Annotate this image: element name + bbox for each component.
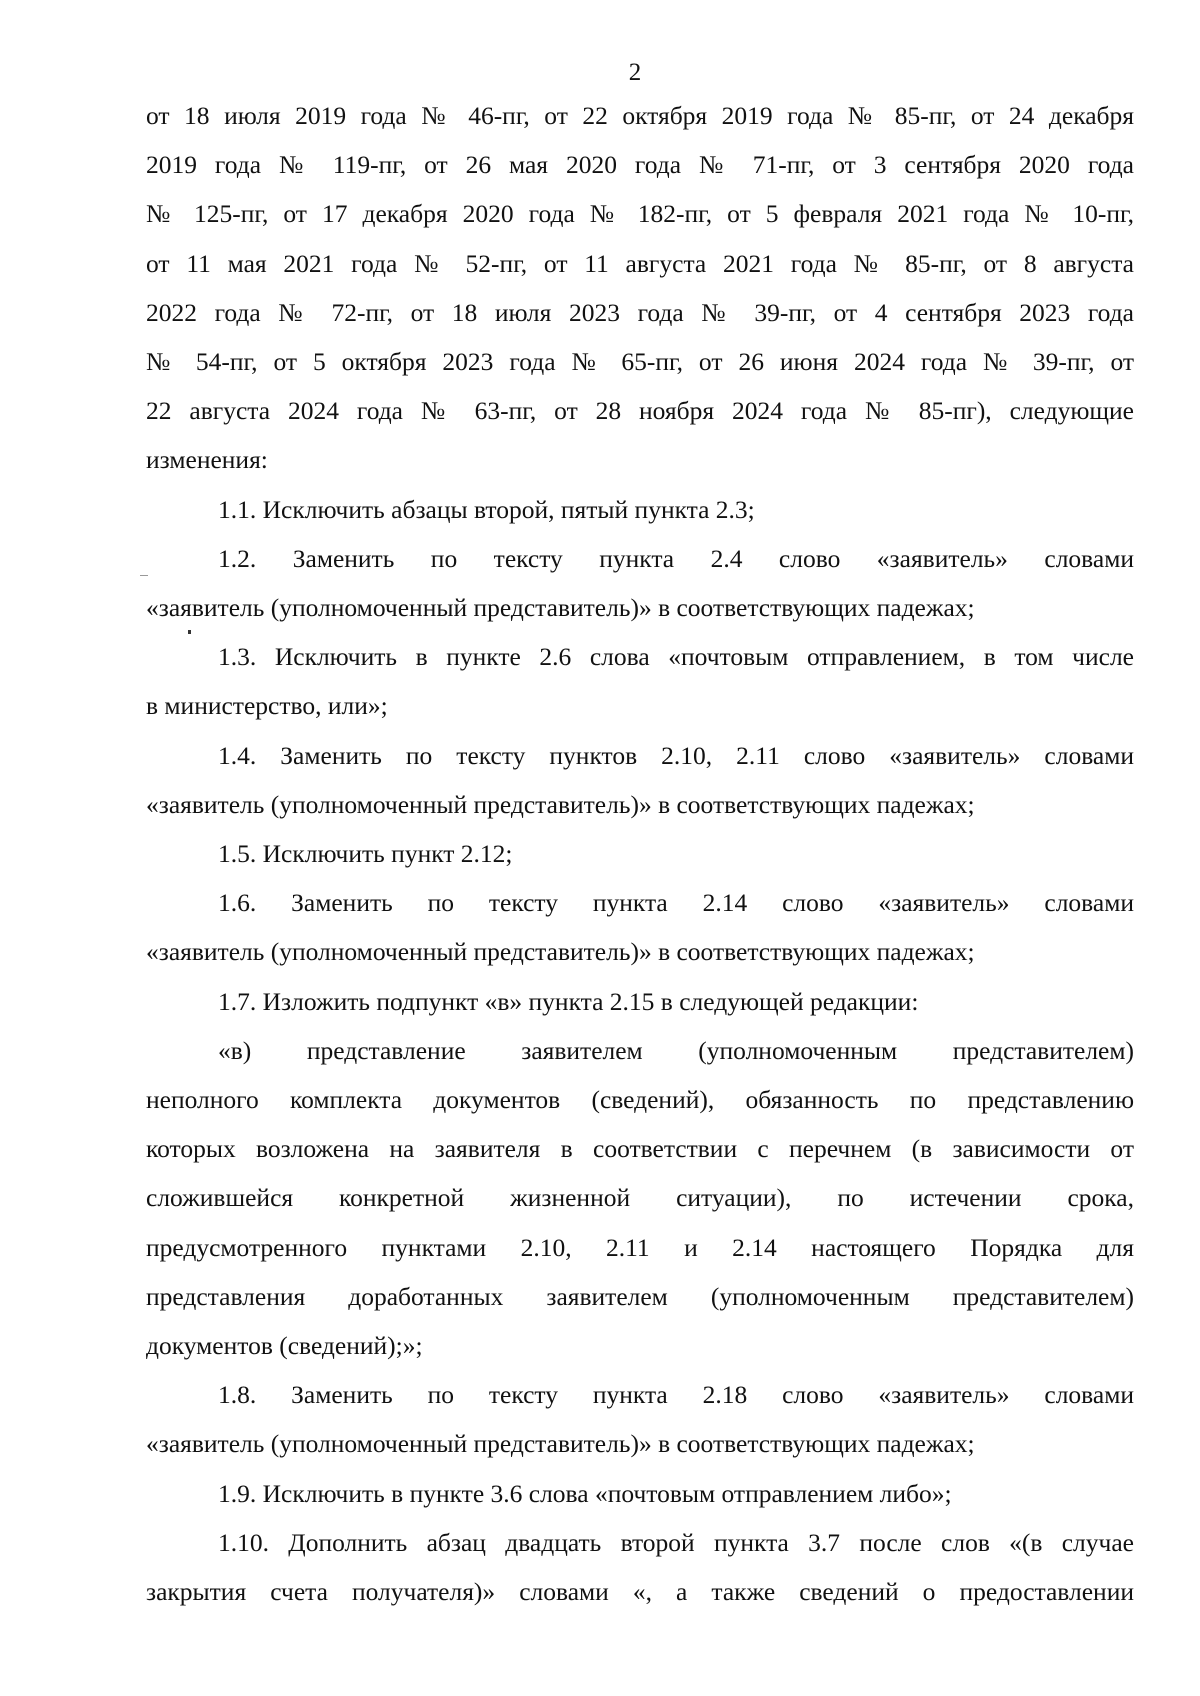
text-line: в министерство, или»; [146,691,388,721]
amendment-1-5: 1.5. Исключить пункт 2.12; [218,839,513,869]
amendment-1-4: 1.4. Заменить по тексту пунктов 2.10, 2.11 слово «заявитель» словами [218,740,1134,770]
text-line: «заявитель (уполномоченный представитель)» в соответствующих падежах; [146,593,975,623]
document-body [146,91,1134,1616]
amendment-1-7: 1.7. Изложить подпункт «в» пункта 2.15 в следующей редакции: [218,986,919,1016]
amendment-1-8: 1.8. Заменить по тексту пункта 2.18 слово «заявитель» словами [218,1380,1134,1410]
text-line: документов (сведений);»; [146,1331,423,1361]
text-line: 22 августа 2024 года № 63-пг, от 28 ноября 2024 года № 85-пг), следующие [146,396,1134,426]
amendment-1-2: 1.2. Заменить по тексту пункта 2.4 слово «заявитель» словами [218,543,1134,573]
quoted-subpoint-v: «в) представление заявителем (уполномоченным представителем) [218,1035,1134,1065]
amendment-1-10: 1.10. Дополнить абзац двадцать второй пункта 3.7 после слов «(в случае [218,1527,1134,1557]
text-line: от 18 июля 2019 года № 46-пг, от 22 октября 2019 года № 85-пг, от 24 декабря [146,101,1134,130]
text-line: от 11 мая 2021 года № 52-пг, от 11 августа 2021 года № 85-пг, от 8 августа [146,248,1134,278]
amendment-1-1: 1.1. Исключить абзацы второй, пятый пункта 2.3; [218,494,755,524]
text-line: неполного комплекта документов (сведений), обязанность по представлению [146,1085,1134,1115]
text-line: сложившейся конкретной жизненной ситуации), по истечении срока, [146,1183,1134,1213]
text-line: 2019 года № 119-пг, от 26 мая 2020 года № 71-пг, от 3 сентября 2020 года [146,150,1134,180]
page-number: 2 [628,59,642,86]
text-line: «заявитель (уполномоченный представитель)» в соответствующих падежах; [146,1429,975,1459]
text-line: которых возложена на заявителя в соответствии с перечнем (в зависимости от [146,1134,1134,1164]
text-line: изменения: [146,445,268,475]
text-line: «заявитель (уполномоченный представитель)» в соответствующих падежах; [146,789,975,819]
amendment-1-3: 1.3. Исключить в пункте 2.6 слова «почтовым отправлением, в том числе [218,642,1134,672]
amendment-1-6: 1.6. Заменить по тексту пункта 2.14 слово «заявитель» словами [218,888,1134,918]
text-line: № 54-пг, от 5 октября 2023 года № 65-пг, от 26 июня 2024 года № 39-пг, от [146,347,1134,377]
amendment-1-9: 1.9. Исключить в пункте 3.6 слова «почтовым отправлением либо»; [218,1478,952,1508]
text-line: предусмотренного пунктами 2.10, 2.11 и 2.14 настоящего Порядка для [146,1232,1134,1262]
text-line: 2022 года № 72-пг, от 18 июля 2023 года № 39-пг, от 4 сентября 2023 года [146,297,1134,327]
text-line: закрытия счета получателя)» словами «, а также сведений о предоставлении [146,1577,1134,1607]
text-line: представления доработанных заявителем (уполномоченным представителем) [146,1281,1134,1311]
text-line: № 125-пг, от 17 декабря 2020 года № 182-пг, от 5 февраля 2021 года № 10-пг, [146,199,1134,229]
text-line: «заявитель (уполномоченный представитель)» в соответствующих падежах; [146,937,975,967]
